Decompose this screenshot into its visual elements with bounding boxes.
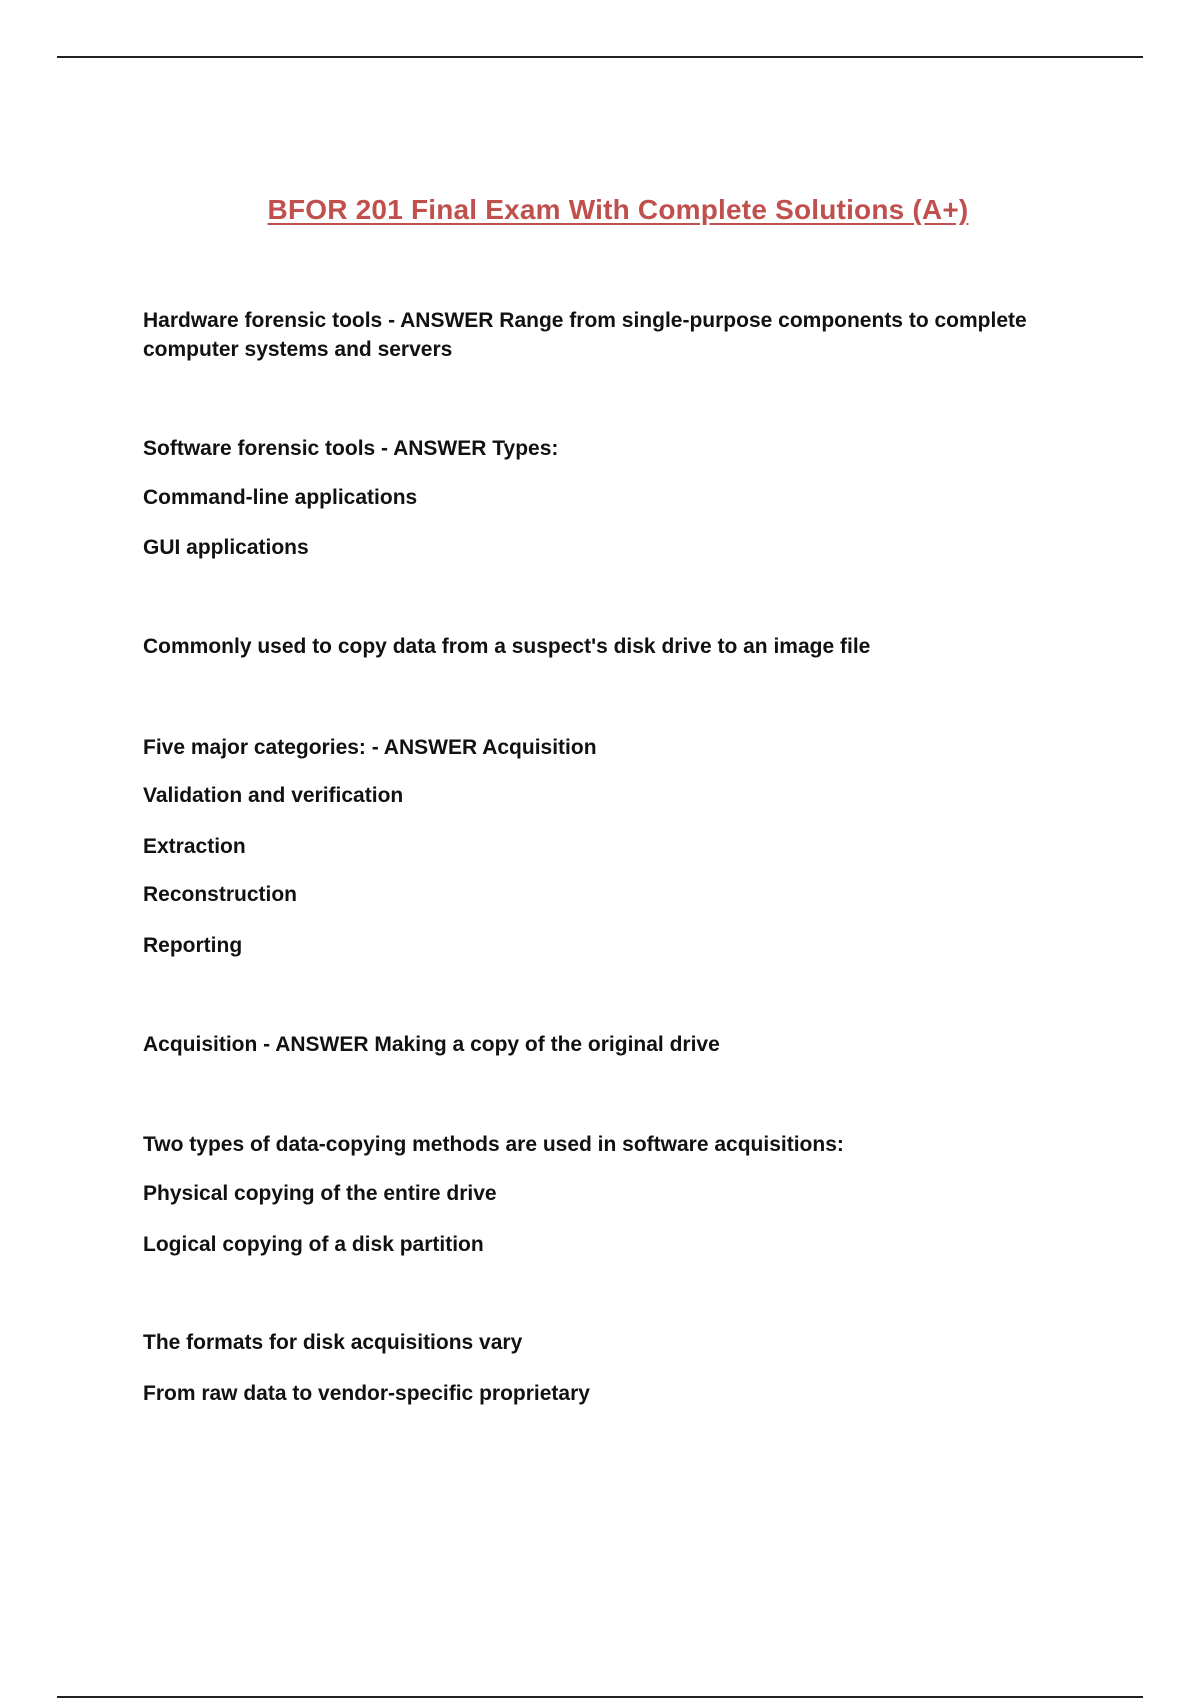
category-item: Extraction	[143, 835, 246, 858]
category-item: Validation and verification	[143, 784, 404, 807]
category-item: Reconstruction	[143, 883, 298, 906]
entry-software-forensic-tools: Software forensic tools - ANSWER Types:	[143, 437, 559, 460]
format-item: From raw data to vendor-specific proprietary	[143, 1382, 590, 1405]
entry-acquisition: Acquisition - ANSWER Making a copy of the original drive	[143, 1033, 720, 1056]
entry-disk-acquisition-formats: The formats for disk acquisitions vary	[143, 1331, 523, 1354]
software-type-item: Command-line applications	[143, 486, 418, 509]
copying-method-item: Physical copying of the entire drive	[143, 1182, 497, 1205]
bottom-rule	[57, 1696, 1143, 1698]
category-item: Reporting	[143, 934, 243, 957]
document-title: BFOR 201 Final Exam With Complete Solutions (A+)	[267, 194, 969, 225]
entry-five-major-categories: Five major categories: - ANSWER Acquisition	[143, 736, 597, 759]
software-type-item: GUI applications	[143, 536, 309, 559]
copying-method-item: Logical copying of a disk partition	[143, 1233, 484, 1256]
top-rule	[57, 56, 1143, 58]
entry-data-copying-methods: Two types of data-copying methods are used in software acquisitions:	[143, 1133, 844, 1156]
entry-commonly-used: Commonly used to copy data from a suspect's disk drive to an image file	[143, 635, 871, 658]
entry-hardware-forensic-tools: Hardware forensic tools - ANSWER Range from single-purpose components to complete computer systems and servers	[143, 309, 1027, 361]
